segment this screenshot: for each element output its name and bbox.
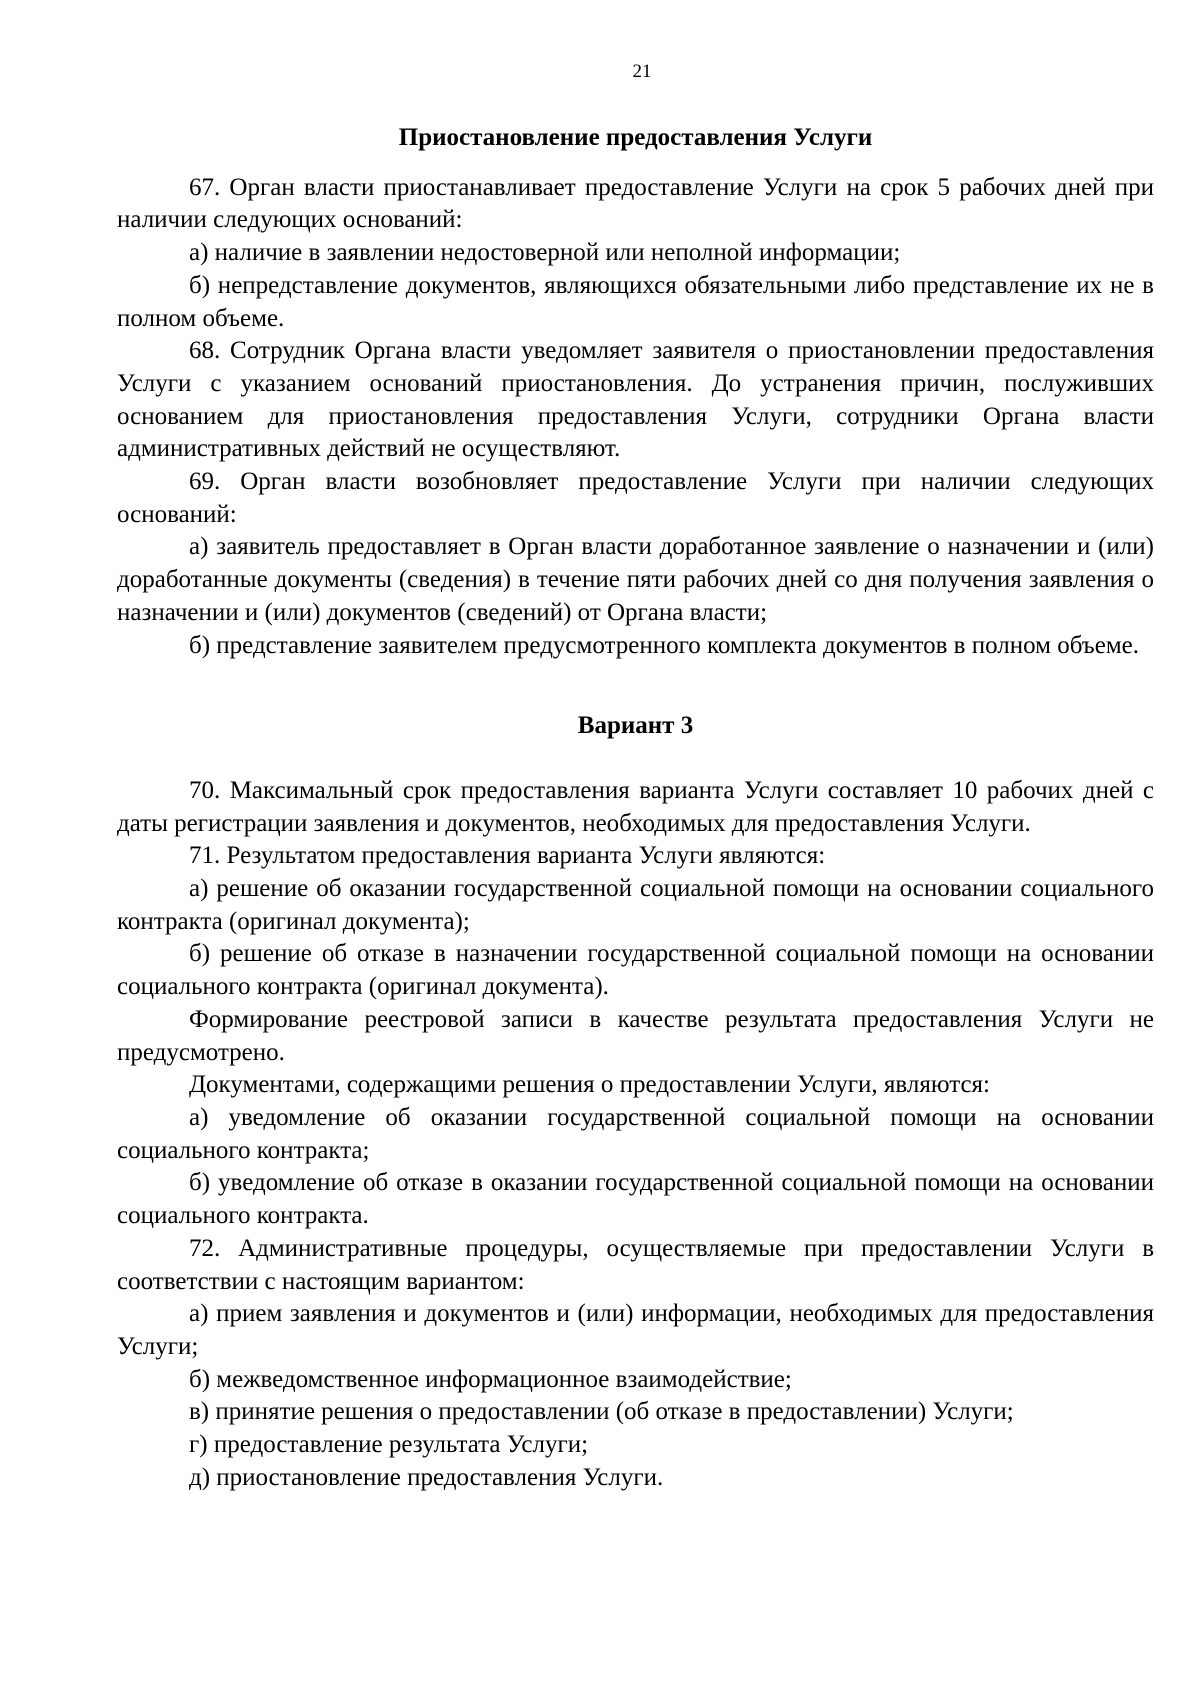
section-suspension [117,172,1154,663]
paragraph: 71. Результатом предоставления варианта Услуги являются: [189,842,826,870]
paragraph: 70. Максимальный срок предоставления варианта Услуги составляет 10 рабочих дней с даты регистрации заявления и документов, необходимых для предоставления Услуги. [117,776,1154,837]
paragraph: 72. Административные процедуры, осуществляемые при предоставлении Услуги в соответствии с настоящим вариантом: [117,1234,1154,1295]
paragraph: б) представление заявителем предусмотренного комплекта документов в полном объеме. [189,631,1139,659]
paragraph: 68. Сотрудник Органа власти уведомляет заявителя о приостановлении предоставления Услуги с указанием оснований приостановления. До устранения причин, послуживших основанием для приостановления предоставления Услуги, сотрудники Органа власти административных действий не осуществляют. [117,337,1154,463]
paragraph: в) принятие решения о предоставлении (об отказе в предоставлении) Услуги; [189,1398,1014,1426]
document-page [117,60,1154,1494]
paragraph: а) решение об оказании государственной социальной помощи на основании социального контракта (оригинал документа); [117,875,1154,935]
paragraph: б) непредставление документов, являющихся обязательными либо представление их не в полном объеме. [117,271,1154,332]
paragraph: 69. Орган власти возобновляет предоставление Услуги при наличии следующих оснований: [117,468,1154,528]
section-variant-3 [117,775,1154,1494]
page-number: 21 [632,61,652,82]
paragraph: г) предоставление результата Услуги; [189,1431,589,1459]
paragraph: б) межведомственное информационное взаимодействие; [189,1365,792,1393]
paragraph: б) решение об отказе в назначении государственной социальной помощи на основании социального контракта (оригинал документа). [117,940,1154,1001]
section-title-suspension: Приостановление предоставления Услуги [398,124,873,151]
paragraph: а) прием заявления и документов и (или) информации, необходимых для предоставления Услуги; [117,1300,1154,1360]
paragraph: д) приостановление предоставления Услуги. [189,1463,664,1491]
paragraph: Документами, содержащими решения о предоставлении Услуги, являются: [189,1071,990,1099]
paragraph: Формирование реестровой записи в качестве результата предоставления Услуги не предусмотрено. [117,1005,1154,1066]
paragraph: 67. Орган власти приостанавливает предоставление Услуги на срок 5 рабочих дней при наличии следующих оснований: [117,173,1154,234]
paragraph: а) уведомление об оказании государственной социальной помощи на основании социального контракта; [117,1103,1154,1164]
paragraph: а) заявитель предоставляет в Орган власти доработанное заявление о назначении и (или) доработанные документы (сведения) в течение пяти рабочих дней со дня получения заявления о назначении и (или) документов (сведений) от Органа власти; [117,533,1154,626]
section-title-variant-3: Вариант 3 [577,712,694,740]
paragraph: б) уведомление об отказе в оказании государственной социальной помощи на основании социального контракта. [117,1169,1154,1230]
paragraph: а) наличие в заявлении недостоверной или неполной информации; [189,239,901,267]
